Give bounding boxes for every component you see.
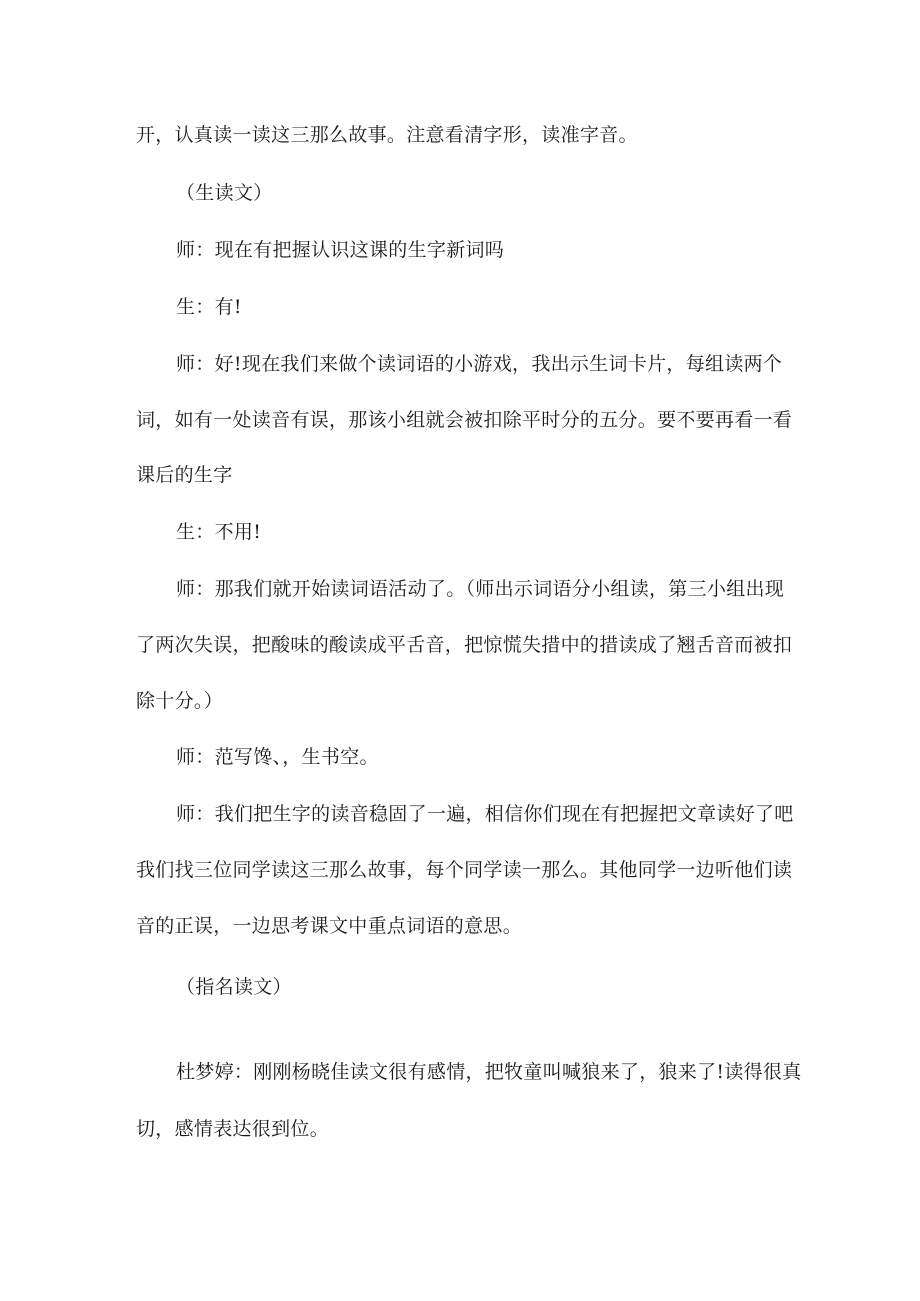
text-line: 杜梦婷：刚刚杨晓佳读文很有感情，把牧童叫喊狼来了，狼来了!读得很真: [176, 1061, 802, 1083]
text-line: 音的正误，一边思考课文中重点词语的意思。: [136, 915, 523, 937]
text-line: （指名读文）: [176, 976, 292, 998]
text-line: 生：不用!: [176, 521, 262, 543]
text-line: 开，认真读一读这三那么故事。注意看清字形，读准字音。: [136, 124, 638, 146]
text-line: 师：范写馋、，生书空。: [176, 746, 379, 768]
text-line: 除十分。）: [136, 690, 224, 712]
text-line: 课后的生字: [136, 464, 233, 486]
text-line: 师：现在有把握认识这课的生字新词吗: [176, 239, 505, 261]
text-line: 师：好!现在我们来做个读词语的小游戏，我出示生词卡片，每组读两个: [176, 353, 783, 375]
text-line: （生读文）: [176, 182, 273, 204]
text-line: 师：我们把生字的读音稳固了一遍，相信你们现在有把握把文章读好了吧: [176, 803, 794, 825]
text-line: 师：那我们就开始读词语活动了。（师出示词语分小组读，第三小组出现: [176, 578, 785, 600]
text-line: 我们找三位同学读这三那么故事，每个同学读一那么。其他同学一边听他们读: [136, 859, 793, 881]
text-line: 生：有!: [176, 296, 242, 318]
text-line: 了两次失误，把酸味的酸读成平舌音，把惊慌失措中的措读成了翘舌音而被扣: [136, 634, 793, 656]
text-line: 词，如有一处读音有误，那该小组就会被扣除平时分的五分。要不要再看一看: [136, 409, 793, 431]
text-line: 切，感情表达很到位。: [136, 1118, 330, 1140]
